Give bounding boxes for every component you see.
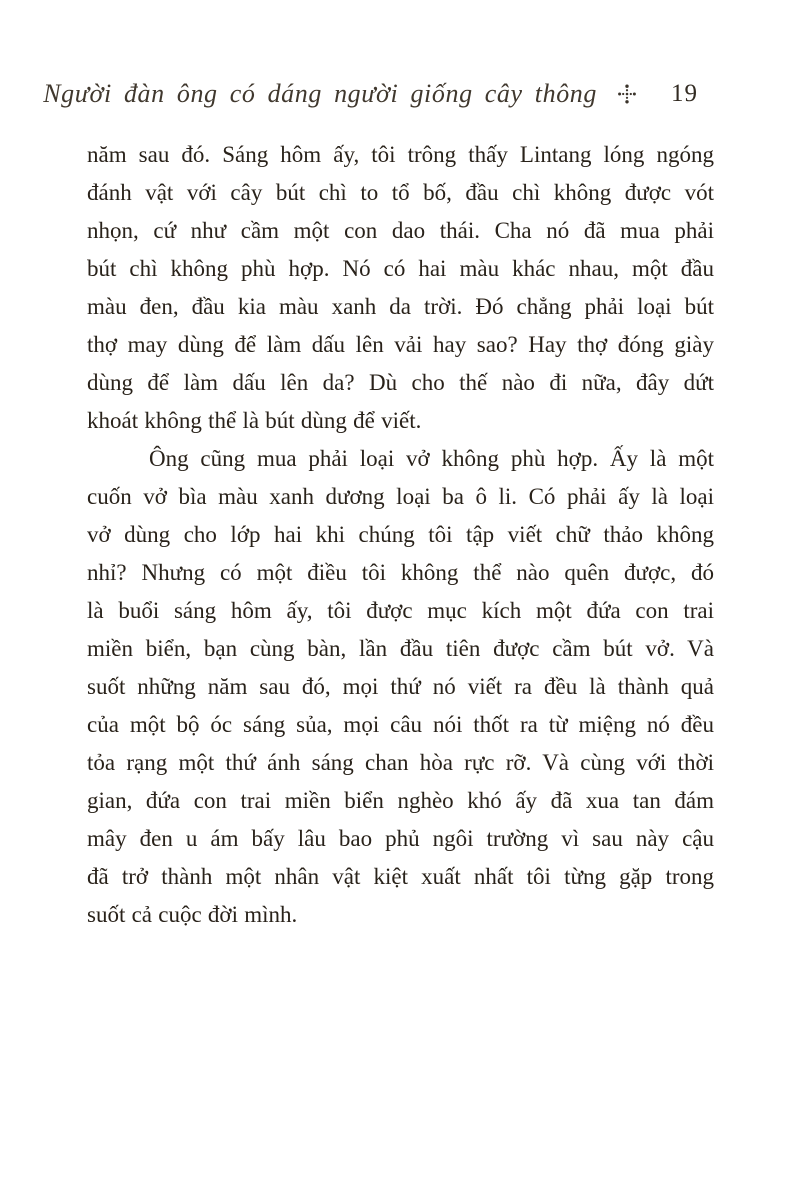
text-line: miền biển, bạn cùng bàn, lần đầu tiên được cầm bút vở. Và <box>87 636 714 661</box>
text-line: bút chì không phù hợp. Nó có hai màu khác nhau, một đầu <box>87 256 714 281</box>
text-line: vở dùng cho lớp hai khi chúng tôi tập viết chữ thảo không <box>87 522 714 547</box>
text-line: suốt những năm sau đó, mọi thứ nó viết ra đều là thành quả <box>87 674 714 699</box>
text-line: đã trở thành một nhân vật kiệt xuất nhất tôi từng gặp trong <box>87 864 714 889</box>
running-title: Người đàn ông có dáng người giống cây thông <box>43 79 597 108</box>
text-line: Ông cũng mua phải loại vở không phù hợp. Ấy là một <box>149 446 714 471</box>
running-header <box>0 74 698 114</box>
text-line: thợ may dùng để làm dấu lên vải hay sao? Hay thợ đóng giày <box>87 332 714 357</box>
page-body <box>87 136 714 934</box>
text-line: đánh vật với cây bút chì to tổ bố, đầu chì không được vót <box>87 180 714 205</box>
page-number: 19 <box>671 80 698 107</box>
text-line: của một bộ óc sáng sủa, mọi câu nói thốt ra từ miệng nó đều <box>87 712 714 737</box>
text-line: màu đen, đầu kia màu xanh da trời. Đó chẳng phải loại bút <box>87 294 714 319</box>
text-line: nhọn, cứ như cầm một con dao thái. Cha nó đã mua phải <box>87 218 714 243</box>
text-line: suốt cả cuộc đời mình. <box>87 902 298 927</box>
text-line: tỏa rạng một thứ ánh sáng chan hòa rực rỡ. Và cùng với thời <box>87 750 714 775</box>
text-line: khoát không thể là bút dùng để viết. <box>87 408 422 433</box>
dotted-cross-icon <box>617 84 637 104</box>
text-line: dùng để làm dấu lên da? Dù cho thế nào đi nữa, đây dứt <box>87 370 714 395</box>
text-line: cuốn vở bìa màu xanh dương loại ba ô li. Có phải ấy là loại <box>87 484 714 509</box>
text-line: mây đen u ám bấy lâu bao phủ ngôi trường vì sau này cậu <box>87 826 714 851</box>
text-line: là buổi sáng hôm ấy, tôi được mục kích một đứa con trai <box>87 598 714 623</box>
text-line: năm sau đó. Sáng hôm ấy, tôi trông thấy Lintang lóng ngóng <box>87 142 714 167</box>
text-line: nhỉ? Nhưng có một điều tôi không thể nào quên được, đó <box>87 560 714 585</box>
text-line: gian, đứa con trai miền biển nghèo khó ấy đã xua tan đám <box>87 788 714 813</box>
